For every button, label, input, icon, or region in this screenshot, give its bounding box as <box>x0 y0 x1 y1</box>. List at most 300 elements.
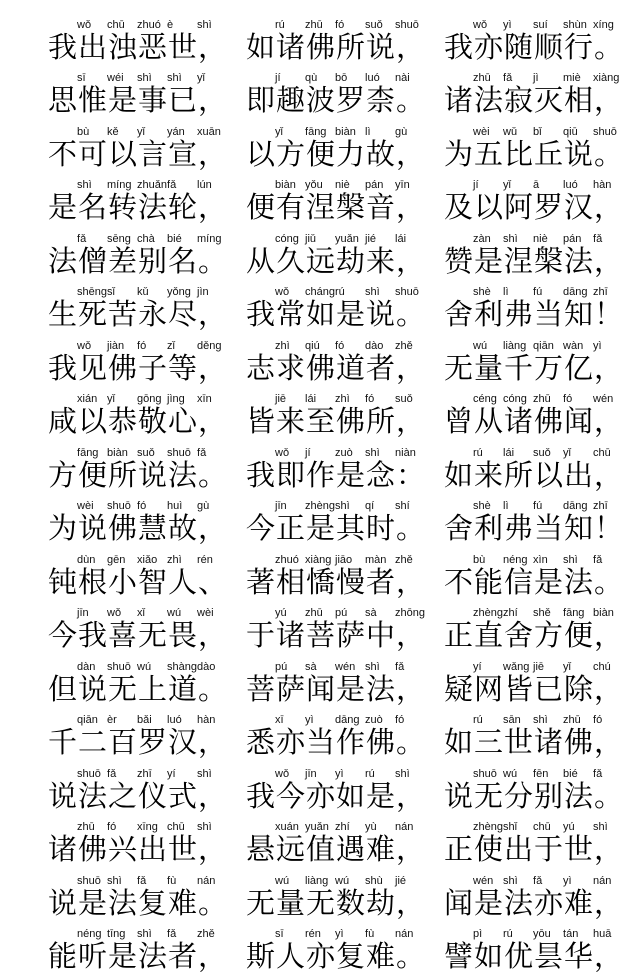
pinyin: yǐ <box>275 125 283 138</box>
hanzi-with-pinyin <box>78 607 122 652</box>
pinyin: shì <box>563 553 578 566</box>
hanzi-with-pinyin <box>306 660 356 706</box>
hanzi-with-pinyin <box>108 339 147 385</box>
hanzi: 皆 <box>504 671 534 706</box>
hanzi: 亦 <box>474 29 504 64</box>
punctuation: ， <box>396 885 426 920</box>
pinyin: miè <box>563 72 581 84</box>
punctuation: ， <box>198 618 228 652</box>
hanzi: 便 <box>306 136 336 171</box>
hanzi-with-pinyin <box>336 286 380 331</box>
hanzi: 浊 <box>108 29 138 64</box>
pinyin: céng <box>473 393 497 405</box>
pinyin: ā <box>533 179 540 191</box>
pinyin: huā <box>593 928 612 940</box>
hanzi-with-pinyin <box>564 928 612 973</box>
hanzi: 小 <box>108 564 138 599</box>
hanzi-with-pinyin <box>108 874 147 920</box>
hanzi-with-pinyin <box>48 607 89 652</box>
pinyin: liàng <box>503 339 527 352</box>
hanzi-with-pinyin <box>168 72 205 117</box>
pinyin: suǒ <box>395 393 413 405</box>
pinyin: biàn <box>275 179 296 191</box>
hanzi-with-pinyin <box>336 714 383 759</box>
hanzi-with-pinyin <box>564 72 620 117</box>
hanzi: 如 <box>336 778 366 813</box>
hanzi-with-pinyin <box>366 179 410 224</box>
pinyin: zhèng <box>473 607 503 619</box>
hanzi-with-pinyin <box>276 446 311 492</box>
hanzi-with-pinyin <box>246 393 287 438</box>
pinyin: yuǎn <box>335 232 359 245</box>
pinyin: fǎ <box>533 874 543 887</box>
hanzi: 当 <box>306 725 336 759</box>
hanzi-with-pinyin <box>78 179 132 224</box>
pinyin: jiāo <box>335 553 353 566</box>
hanzi: 出 <box>78 29 108 64</box>
hanzi: 正 <box>444 618 474 652</box>
pinyin: shì <box>77 179 92 191</box>
hanzi-with-pinyin <box>306 821 350 866</box>
hanzi-with-pinyin <box>306 18 345 64</box>
pinyin: bō <box>335 72 348 84</box>
pinyin: míng <box>107 179 132 191</box>
hanzi-with-pinyin <box>504 500 543 545</box>
hanzi-with-pinyin <box>246 232 299 278</box>
hanzi-with-pinyin <box>504 446 551 492</box>
hanzi: 可 <box>78 136 108 171</box>
hanzi: 能 <box>474 564 504 599</box>
verse-phrase <box>48 757 226 811</box>
hanzi: 是 <box>78 885 108 920</box>
hanzi-with-pinyin <box>336 874 383 920</box>
hanzi-with-pinyin <box>246 446 290 492</box>
pinyin: shì <box>197 767 212 780</box>
hanzi-with-pinyin <box>168 339 222 385</box>
verse-line <box>0 62 630 116</box>
pinyin: zhě <box>197 928 215 940</box>
hanzi: 便 <box>78 457 108 492</box>
verse-phrase <box>48 276 226 330</box>
pinyin: gēn <box>107 553 126 566</box>
verse-phrase <box>48 864 226 918</box>
hanzi: 疑 <box>444 671 474 706</box>
hanzi: 法 <box>366 671 396 706</box>
hanzi: 佛 <box>108 511 138 545</box>
hanzi-with-pinyin <box>534 874 572 920</box>
hanzi-with-pinyin <box>48 928 102 973</box>
pinyin: shì <box>107 874 122 887</box>
verse-line <box>0 276 630 330</box>
hanzi: 来 <box>366 243 396 278</box>
pinyin: zhū <box>77 821 95 833</box>
hanzi-with-pinyin <box>534 714 581 759</box>
pinyin: yì <box>335 767 344 780</box>
pinyin: jīn <box>275 500 287 512</box>
verse-phrase <box>444 383 622 437</box>
hanzi-with-pinyin <box>444 18 488 64</box>
hanzi-with-pinyin <box>366 500 410 545</box>
hanzi: 有 <box>276 190 306 224</box>
pinyin: dùn <box>77 553 96 566</box>
pinyin: gōng <box>137 393 162 405</box>
hanzi-with-pinyin <box>246 18 285 64</box>
hanzi-with-pinyin <box>306 714 360 759</box>
pinyin: shuō <box>107 500 131 512</box>
hanzi-with-pinyin <box>564 446 611 492</box>
hanzi: 世 <box>168 29 198 64</box>
hanzi: 譬 <box>444 939 474 973</box>
pinyin: cóng <box>275 232 299 245</box>
hanzi: 丘 <box>534 136 564 171</box>
pinyin: jí <box>473 179 479 191</box>
hanzi: 值 <box>306 832 336 866</box>
pinyin: néng <box>503 553 528 566</box>
hanzi: 差 <box>108 243 138 278</box>
hanzi: 出 <box>138 832 168 866</box>
verse-line <box>0 650 630 704</box>
hanzi: 网 <box>474 671 504 706</box>
hanzi-with-pinyin <box>336 821 377 866</box>
hanzi: 恶 <box>138 29 168 64</box>
hanzi-with-pinyin <box>168 179 212 224</box>
pinyin: děng <box>197 339 222 352</box>
hanzi: 死 <box>78 297 108 331</box>
hanzi-with-pinyin <box>504 18 548 64</box>
hanzi-with-pinyin <box>366 714 405 759</box>
hanzi-with-pinyin <box>474 714 521 759</box>
pinyin: cóng <box>503 393 527 405</box>
hanzi-with-pinyin <box>138 553 182 599</box>
hanzi: 所 <box>108 457 138 492</box>
pinyin: rú <box>473 446 483 459</box>
hanzi: 趣 <box>276 83 306 117</box>
hanzi-with-pinyin <box>564 125 617 171</box>
hanzi: 直 <box>474 618 504 652</box>
hanzi: 即 <box>276 457 306 492</box>
hanzi: 我 <box>246 297 276 331</box>
pinyin: zhū <box>533 393 551 405</box>
hanzi-with-pinyin <box>366 18 419 64</box>
hanzi-with-pinyin <box>534 660 571 706</box>
pinyin: rú <box>365 767 375 780</box>
hanzi-with-pinyin <box>444 339 488 385</box>
pinyin: wén <box>593 393 614 405</box>
hanzi: 法 <box>564 778 594 813</box>
hanzi: 别 <box>138 243 168 278</box>
hanzi-with-pinyin <box>474 125 518 171</box>
hanzi: 随 <box>504 29 534 64</box>
hanzi: 难 <box>564 885 594 920</box>
punctuation: ， <box>396 190 426 224</box>
hanzi: 出 <box>504 832 534 866</box>
hanzi-with-pinyin <box>444 286 491 331</box>
hanzi-with-pinyin <box>78 500 131 545</box>
pinyin: bǎi <box>137 714 152 726</box>
hanzi: 萨 <box>336 618 366 652</box>
hanzi: 说 <box>444 778 474 813</box>
hanzi-with-pinyin <box>108 714 152 759</box>
hanzi: 复 <box>138 885 168 920</box>
hanzi-with-pinyin <box>534 339 584 385</box>
pinyin: niè <box>335 179 350 191</box>
pinyin: fú <box>533 286 543 298</box>
hanzi-with-pinyin <box>564 393 614 438</box>
punctuation: ， <box>594 350 624 385</box>
pinyin: fó <box>335 339 345 352</box>
pinyin: wǒ <box>107 607 122 619</box>
pinyin: kǔ <box>137 286 149 298</box>
hanzi: 相 <box>276 564 306 599</box>
hanzi-with-pinyin <box>474 339 527 385</box>
punctuation: ， <box>198 832 228 866</box>
hanzi-with-pinyin <box>78 72 124 117</box>
pinyin: wèi <box>77 500 94 512</box>
pinyin: kě <box>107 125 119 138</box>
hanzi: 恭 <box>108 404 138 438</box>
hanzi: 无 <box>474 778 504 813</box>
hanzi-with-pinyin <box>168 607 214 652</box>
pinyin: xī <box>275 714 284 726</box>
hanzi-with-pinyin <box>168 714 216 759</box>
hanzi: 劫 <box>366 885 396 920</box>
pinyin: jìn <box>197 286 209 298</box>
punctuation: 。 <box>396 939 426 973</box>
hanzi-with-pinyin <box>108 767 152 813</box>
hanzi: 等 <box>168 350 198 385</box>
pinyin: shì <box>365 286 380 298</box>
pinyin: fǎ <box>137 874 147 887</box>
hanzi: 二 <box>78 725 108 759</box>
hanzi-with-pinyin <box>108 660 152 706</box>
hanzi-with-pinyin <box>78 232 131 278</box>
pinyin: luó <box>563 179 578 191</box>
pinyin: shì <box>365 446 380 459</box>
pinyin: wú <box>503 767 518 780</box>
hanzi: 我 <box>78 618 108 652</box>
pinyin: shì <box>503 874 518 887</box>
hanzi-with-pinyin <box>366 874 407 920</box>
hanzi: 我 <box>48 29 78 64</box>
hanzi: 亦 <box>306 939 336 973</box>
hanzi-with-pinyin <box>366 339 413 385</box>
hanzi-with-pinyin <box>474 179 511 224</box>
pinyin: wèi <box>473 125 490 138</box>
verse-line <box>0 329 630 383</box>
pinyin: zhèng <box>305 500 335 512</box>
punctuation: 。 <box>198 243 228 278</box>
hanzi: 知 <box>564 297 594 331</box>
hanzi: 是 <box>108 83 138 117</box>
hanzi: 佛 <box>306 350 336 385</box>
pinyin: zhī <box>137 767 152 780</box>
hanzi-with-pinyin <box>48 18 92 64</box>
hanzi: 赞 <box>444 243 474 278</box>
hanzi: 涅 <box>306 190 336 224</box>
hanzi-with-pinyin <box>474 767 518 813</box>
pinyin: zhě <box>395 553 413 566</box>
verse-phrase <box>48 436 226 490</box>
pinyin: yú <box>275 607 287 619</box>
hanzi: 之 <box>108 778 138 813</box>
hanzi-with-pinyin <box>138 874 177 920</box>
punctuation: ， <box>594 404 624 438</box>
hanzi-with-pinyin <box>564 339 602 385</box>
verse-phrase <box>48 704 226 758</box>
hanzi-with-pinyin <box>444 446 483 492</box>
hanzi-with-pinyin <box>504 232 548 278</box>
pinyin: sà <box>365 607 377 619</box>
hanzi-with-pinyin <box>138 714 182 759</box>
pinyin: wú <box>137 660 152 673</box>
hanzi: 遇 <box>336 832 366 866</box>
hanzi: 憍 <box>306 564 336 599</box>
pinyin: zhě <box>395 339 413 352</box>
hanzi-with-pinyin <box>246 286 290 331</box>
pinyin: zhū <box>473 72 491 84</box>
hanzi-with-pinyin <box>276 500 335 545</box>
hanzi-with-pinyin <box>336 500 375 545</box>
punctuation: ， <box>396 136 426 171</box>
pinyin: chū <box>167 821 185 833</box>
hanzi-with-pinyin <box>444 928 483 973</box>
hanzi: 无 <box>444 350 474 385</box>
pinyin: zhōng <box>395 607 425 619</box>
hanzi-with-pinyin <box>48 72 86 117</box>
hanzi: 式 <box>168 778 198 813</box>
hanzi: 名 <box>78 190 108 224</box>
punctuation: ， <box>594 832 624 866</box>
pinyin: chū <box>107 18 125 31</box>
hanzi: 法 <box>48 243 78 278</box>
verse-phrase <box>444 704 622 758</box>
pinyin: qiān <box>77 714 98 726</box>
verse-phrase <box>246 115 424 169</box>
pinyin: dàn <box>77 660 96 673</box>
pinyin: yì <box>563 874 572 887</box>
hanzi: 已 <box>168 83 198 117</box>
pinyin: fù <box>167 874 177 887</box>
hanzi: 即 <box>246 83 276 117</box>
hanzi-with-pinyin <box>336 446 380 492</box>
pinyin: jié <box>395 874 407 887</box>
hanzi-with-pinyin <box>48 660 96 706</box>
pinyin: fǎ <box>593 232 603 245</box>
punctuation: ， <box>198 778 228 813</box>
hanzi: 见 <box>78 350 108 385</box>
hanzi-with-pinyin <box>366 72 410 117</box>
pinyin: màn <box>365 553 387 566</box>
pinyin: fó <box>365 393 375 405</box>
hanzi-with-pinyin <box>444 553 486 599</box>
punctuation: ， <box>594 618 624 652</box>
hanzi-with-pinyin <box>306 874 350 920</box>
punctuation: ， <box>594 457 624 492</box>
punctuation: ， <box>198 725 228 759</box>
hanzi-with-pinyin <box>168 767 212 813</box>
pinyin: wú <box>167 607 182 619</box>
punctuation: 。 <box>594 136 624 171</box>
hanzi: 说 <box>78 511 108 545</box>
pinyin: nán <box>593 874 612 887</box>
hanzi: 诸 <box>444 83 474 117</box>
pinyin: wǒ <box>473 18 488 31</box>
hanzi: 僧 <box>78 243 108 278</box>
hanzi: 以 <box>474 190 504 224</box>
hanzi-with-pinyin <box>276 18 323 64</box>
hanzi: 诸 <box>504 404 534 438</box>
hanzi-with-pinyin <box>276 767 317 813</box>
hanzi-with-pinyin <box>78 286 115 331</box>
pinyin: wǒ <box>77 18 92 31</box>
hanzi: 佛 <box>108 350 138 385</box>
hanzi: 知 <box>564 511 594 545</box>
pinyin: lái <box>503 446 515 459</box>
hanzi-with-pinyin <box>78 553 126 599</box>
hanzi: 说 <box>366 297 396 331</box>
punctuation: 。 <box>396 83 426 117</box>
punctuation: ， <box>594 885 624 920</box>
pinyin: sǐ <box>107 286 115 298</box>
pinyin: dào <box>365 339 384 352</box>
pinyin: shè <box>473 286 491 298</box>
hanzi-with-pinyin <box>474 446 515 492</box>
hanzi-with-pinyin <box>108 125 145 171</box>
pinyin: luó <box>167 714 182 726</box>
verse-phrase <box>246 276 424 330</box>
punctuation: ， <box>198 29 228 64</box>
pinyin: yōu <box>533 928 551 940</box>
hanzi-with-pinyin <box>246 874 290 920</box>
pinyin: zhuó <box>137 18 161 31</box>
hanzi: 者 <box>366 350 396 385</box>
pinyin: chū <box>593 446 611 459</box>
verse-phrase <box>444 757 622 811</box>
hanzi: 信 <box>504 564 534 599</box>
hanzi: 方 <box>276 136 306 171</box>
hanzi-with-pinyin <box>48 767 101 813</box>
pinyin: jí <box>275 72 281 84</box>
punctuation: 。 <box>594 778 624 813</box>
hanzi: 法 <box>474 83 504 117</box>
punctuation: ， <box>396 778 426 813</box>
hanzi: 千 <box>504 350 534 385</box>
hanzi-with-pinyin <box>474 18 512 64</box>
hanzi: 永 <box>138 297 168 331</box>
hanzi-with-pinyin <box>444 821 503 866</box>
pinyin: xíng <box>593 18 614 31</box>
pinyin: xīng <box>137 821 158 833</box>
hanzi: 兴 <box>108 832 138 866</box>
pinyin: shí <box>395 500 410 512</box>
hanzi: 已 <box>534 671 564 706</box>
hanzi: 诸 <box>276 618 306 652</box>
hanzi-with-pinyin <box>366 660 405 706</box>
hanzi-with-pinyin <box>168 928 215 973</box>
pinyin: dāng <box>563 500 588 512</box>
hanzi: 便 <box>564 618 594 652</box>
hanzi-with-pinyin <box>246 767 290 813</box>
punctuation: ， <box>396 29 426 64</box>
hanzi-with-pinyin <box>246 821 299 866</box>
pinyin: yì <box>305 714 314 726</box>
hanzi: 人 <box>276 939 306 973</box>
hanzi-with-pinyin <box>564 714 603 759</box>
hanzi-with-pinyin <box>78 928 126 973</box>
hanzi: 槃 <box>534 243 564 278</box>
hanzi: 是 <box>336 297 366 331</box>
hanzi: 数 <box>336 885 366 920</box>
